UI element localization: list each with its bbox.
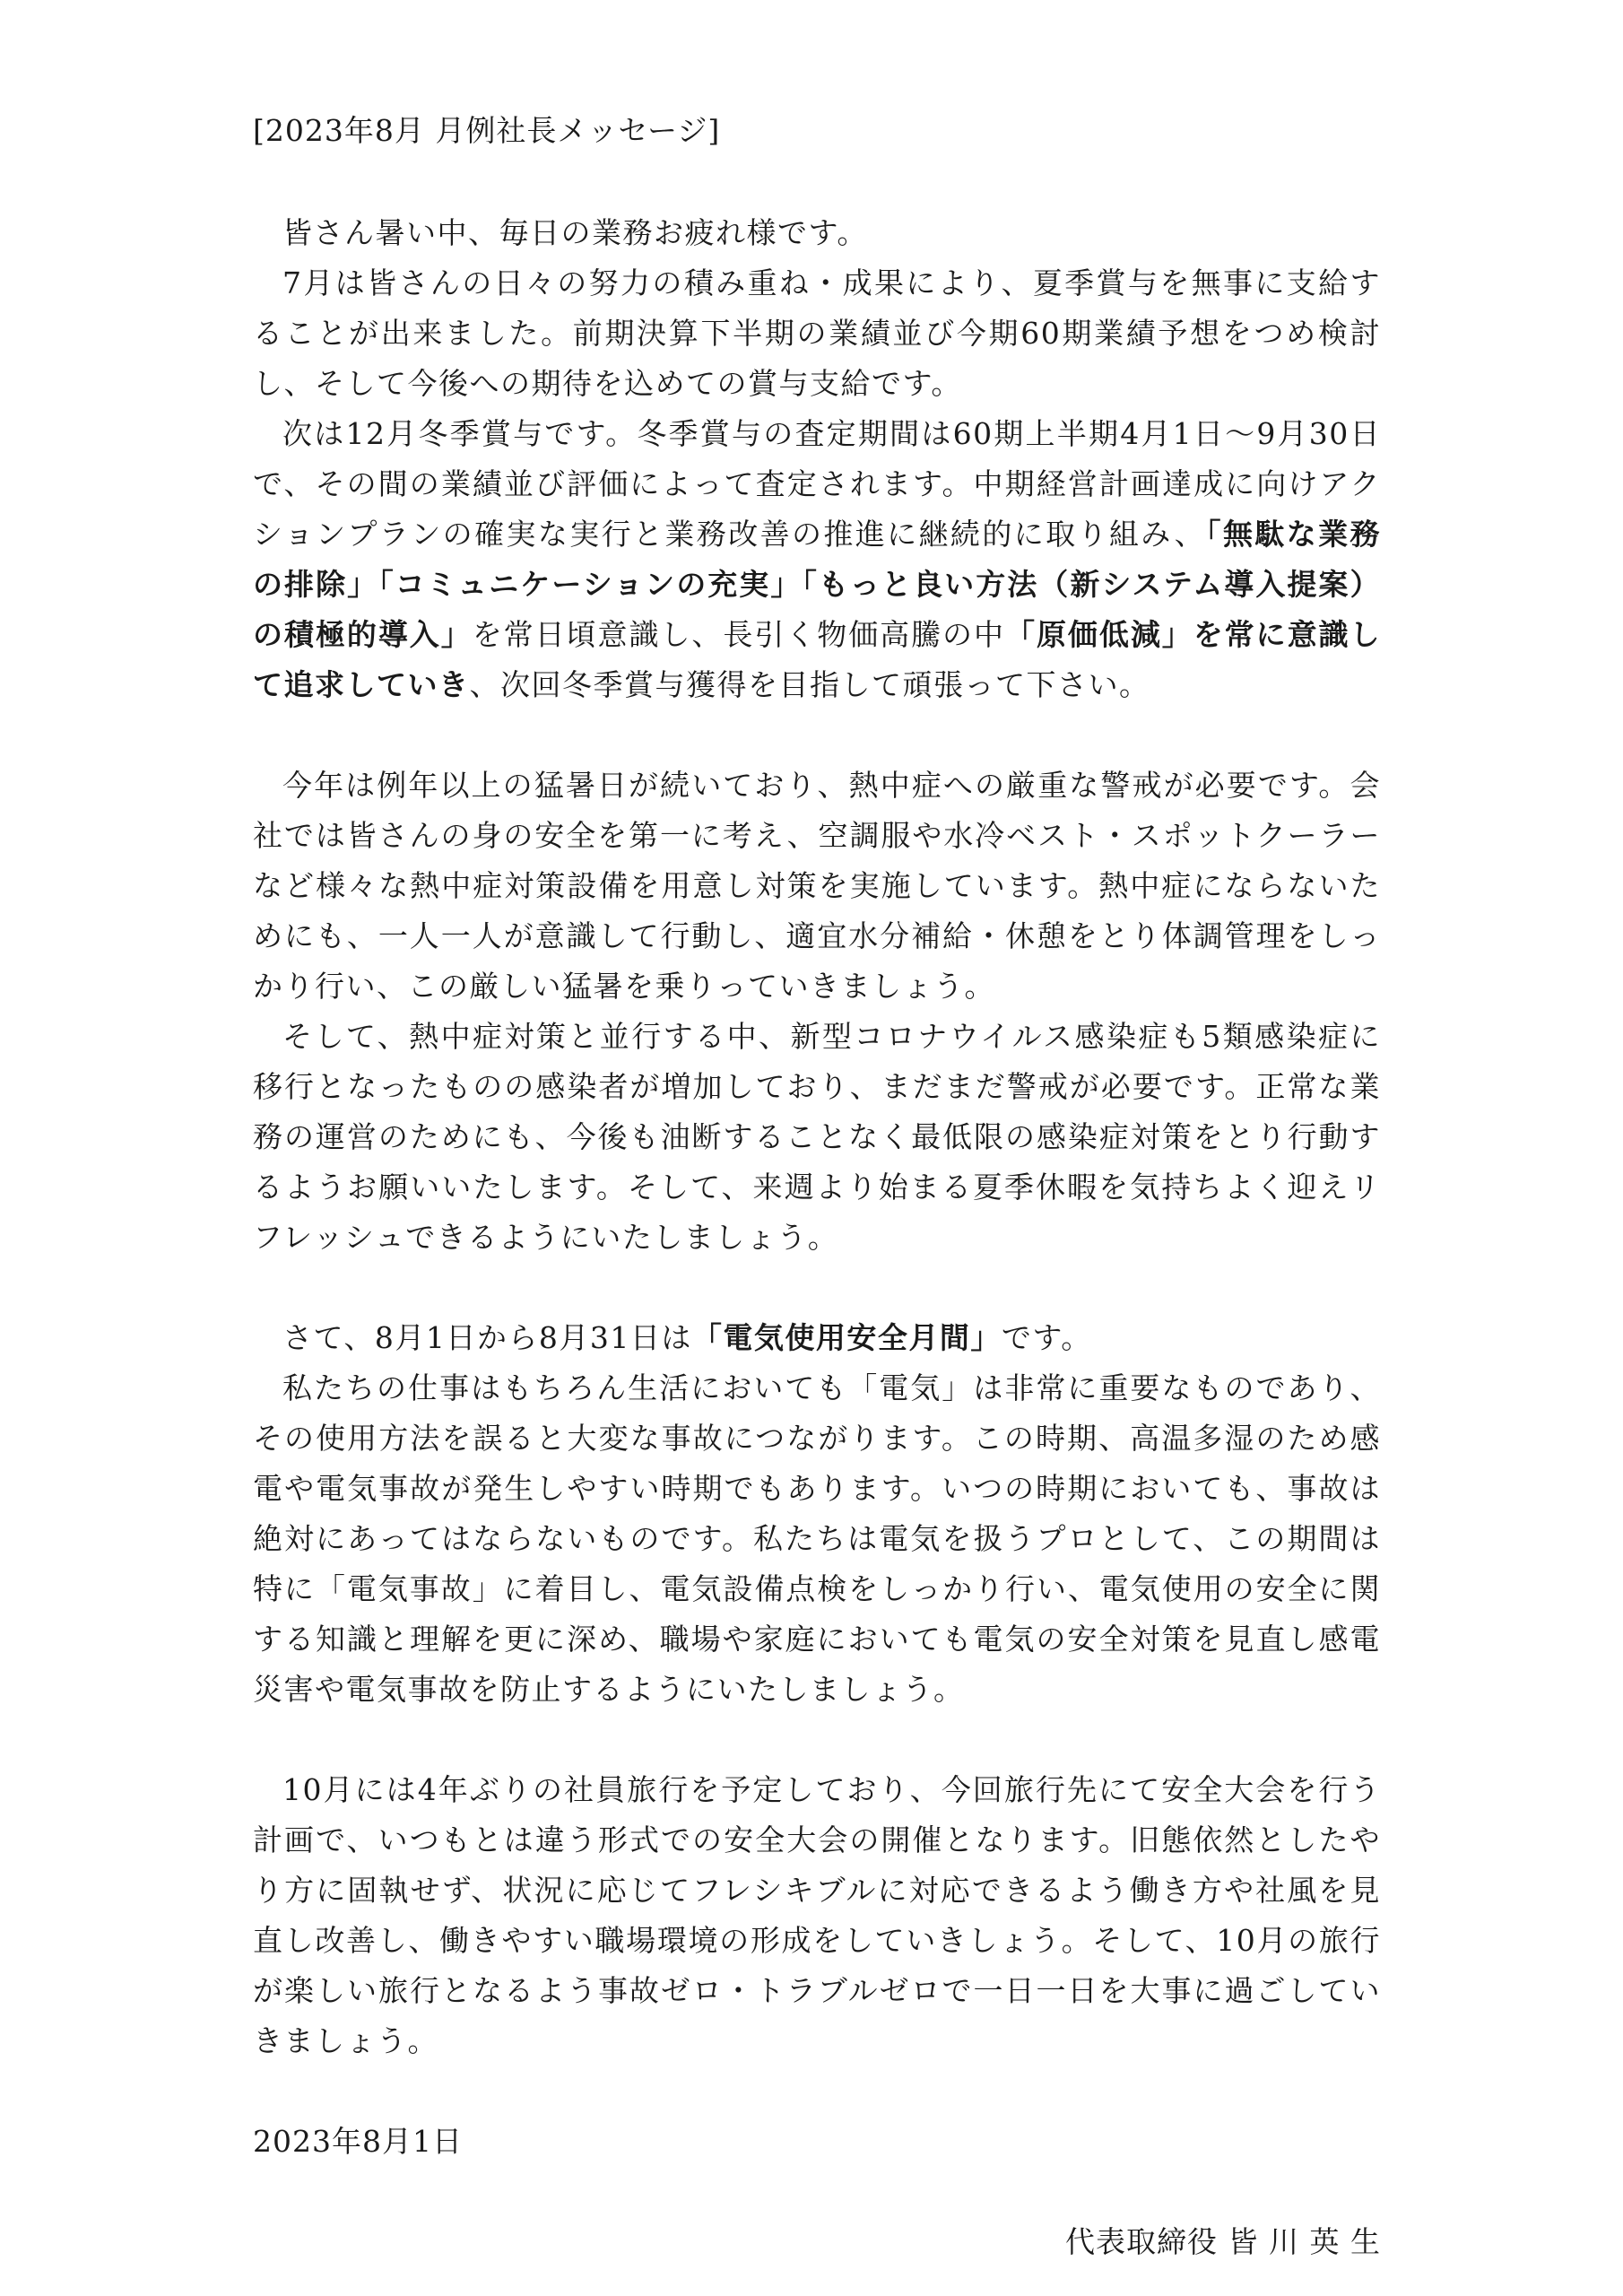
paragraph-text: 、次回冬季賞与獲得を目指して頑張って下さい。 [469,667,1150,702]
paragraph-text: 今年は例年以上の猛暑日が続いており、熱中症への厳重な警戒が必要です。会社では皆さんの身の安全を第一に考え、空調服や水冷ベスト・スポットクーラーなど様々な熱中症対策設備を用意し対策を実施しています。熱中症にならないためにも、一人一人が意識して行動し、適宜水分補給・休憩をとり体調管理をしっかり行い、この厳しい猛暑を乗りっていきましょう。 [253,768,1381,1004]
letter-date: 2023年8月1日 [253,2124,463,2159]
body-paragraph [253,1765,1381,2066]
body-paragraph [253,1363,1381,1715]
letter-heading: [2023年8月 月例社長メッセージ] [253,113,721,148]
paragraph-gap [253,1715,1381,1765]
paragraph-text: 7月は皆さんの日々の努力の積み重ね・成果により、夏季賞与を無事に支給することが出来ました。前期決算下半期の業績並び今期60期業績予想をつめ検討し、そして今後への期待を込めての賞与支給です。 [253,265,1381,401]
body-paragraph [253,409,1381,710]
paragraph-text: です。 [1001,1320,1092,1355]
emphasized-text: 「原価低減」を常に意識して追求していき [253,617,1382,702]
paragraph-text: 皆さん暑い中、毎日の業務お疲れ様です。 [282,215,868,250]
body-paragraph [253,1012,1381,1263]
letter-signature: 代表取締役 皆 川 英 生 [1065,2224,1381,2259]
paragraph-gap [253,710,1381,761]
letter-body [253,208,1381,2066]
emphasized-text: 「無駄な業務の排除」「コミュニケーションの充実」「もっと良い方法（新システム導入提案）の積極的導入」 [253,517,1381,652]
emphasized-text: 「電気使用安全月間」 [691,1320,1002,1355]
paragraph-text: 10月には4年ぶりの社員旅行を予定しており、今回旅行先にて安全大会を行う計画で、いつもとは違う形式での安全大会の開催となります。旧態依然としたやり方に固執せず、状況に応じてフレシキブルに対応できるよう働き方や社風を見直し改善し、働きやすい職場環境の形成をしていきしょう。そして、10月の旅行が楽しい旅行となるよう事故ゼロ・トラブルゼロで一日一日を大事に過ごしていきましょう。 [253,1772,1381,2058]
paragraph-text: 次は12月冬季賞与です。冬季賞与の査定期間は60期上半期4月1日〜9月30日で、その間の業績並び評価によって査定されます。中期経営計画達成に向けアクションプランの確実な実行と業務改善の推進に継続的に取り組み、 [253,416,1381,552]
paragraph-text: 私たちの仕事はもちろん生活においても「電気」は非常に重要なものであり、その使用方法を誤ると大変な事故につながります。この時期、高温多湿のため感電や電気事故が発生しやすい時期でもあります。いつの時期においても、事故は絶対にあってはならないものです。私たちは電気を扱うプロとして、この期間は特に「電気事故」に着目し、電気設備点検をしっかり行い、電気使用の安全に関する知識と理解を更に深め、職場や家庭においても電気の安全対策を見直し感電災害や電気事故を防止するようにいたしましょう。 [253,1370,1382,1707]
paragraph-gap [253,1263,1381,1313]
body-paragraph [253,258,1381,409]
letter-page [253,106,1381,2267]
paragraph-text: さて、8月1日から8月31日は [282,1320,692,1355]
body-paragraph [253,1313,1381,1363]
paragraph-text: を常日頃意識し、長引く物価高騰の中 [472,617,1005,652]
body-paragraph [253,208,1381,258]
paragraph-text: そして、熱中症対策と並行する中、新型コロナウイルス感染症も5類感染症に移行となったものの感染者が増加しており、まだまだ警戒が必要です。正常な業務の運営のためにも、今後も油断することなく最低限の感染症対策をとり行動するようお願いいたします。そして、来週より始まる夏季休暇を気持ちよく迎えリフレッシュできるようにいたしましょう。 [253,1019,1381,1255]
body-paragraph [253,761,1381,1012]
